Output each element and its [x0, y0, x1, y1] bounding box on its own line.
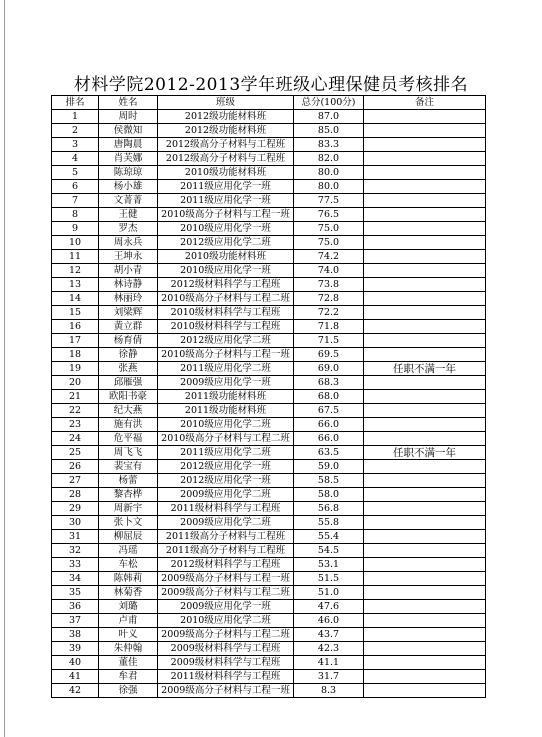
class-cell: 2010级材料科学与工程班 — [158, 306, 294, 320]
name-cell: 胡小青 — [99, 264, 158, 278]
table-row — [52, 614, 486, 628]
note-cell: 任职不满一年 — [364, 446, 486, 460]
note-cell — [364, 306, 486, 320]
score-cell: 74.0 — [294, 264, 364, 278]
rank-cell: 29 — [52, 502, 99, 516]
rank-cell: 14 — [52, 292, 99, 306]
name-cell: 黄立群 — [99, 320, 158, 334]
table-row — [52, 362, 486, 376]
rank-cell: 11 — [52, 250, 99, 264]
rank-cell: 13 — [52, 278, 99, 292]
table-row — [52, 586, 486, 600]
note-cell — [364, 390, 486, 404]
score-cell: 75.0 — [294, 236, 364, 250]
name-cell: 陈琼琼 — [99, 166, 158, 180]
name-cell: 林诗静 — [99, 278, 158, 292]
score-cell: 51.0 — [294, 586, 364, 600]
header-score: 总分(100分) — [294, 96, 364, 110]
class-cell: 2012级应用化学二班 — [158, 334, 294, 348]
score-cell: 69.0 — [294, 362, 364, 376]
table-row — [52, 194, 486, 208]
header-row — [52, 96, 486, 110]
name-cell: 陈韩莉 — [99, 572, 158, 586]
class-cell: 2012级材料科学与工程班 — [158, 278, 294, 292]
table-row — [52, 236, 486, 250]
table-row — [52, 152, 486, 166]
score-cell: 87.0 — [294, 110, 364, 124]
class-cell: 2010级材料科学与工程班 — [158, 320, 294, 334]
note-cell — [364, 432, 486, 446]
table-row — [52, 334, 486, 348]
rank-cell: 18 — [52, 348, 99, 362]
name-cell: 肖芙娜 — [99, 152, 158, 166]
name-cell: 杨蕾 — [99, 474, 158, 488]
note-cell — [364, 250, 486, 264]
note-cell — [364, 208, 486, 222]
note-cell — [364, 418, 486, 432]
name-cell: 柳屈辰 — [99, 530, 158, 544]
note-cell — [364, 376, 486, 390]
class-cell: 2010级应用化学二班 — [158, 418, 294, 432]
table-row — [52, 460, 486, 474]
class-cell: 2011级高分子材料与工程班 — [158, 530, 294, 544]
note-cell — [364, 138, 486, 152]
rank-cell: 42 — [52, 684, 99, 698]
rank-cell: 31 — [52, 530, 99, 544]
table-row — [52, 264, 486, 278]
class-cell: 2010级高分子材料与工程一班 — [158, 348, 294, 362]
class-cell: 2011级材料科学与工程班 — [158, 670, 294, 684]
sheet-left-border — [4, 0, 5, 737]
table-row — [52, 432, 486, 446]
score-cell: 73.8 — [294, 278, 364, 292]
name-cell: 杨小雄 — [99, 180, 158, 194]
name-cell: 周永兵 — [99, 236, 158, 250]
name-cell: 徐静 — [99, 348, 158, 362]
class-cell: 2012级高分子材料与工程班 — [158, 152, 294, 166]
table-row — [52, 390, 486, 404]
rank-cell: 39 — [52, 642, 99, 656]
rank-cell: 12 — [52, 264, 99, 278]
score-cell: 72.8 — [294, 292, 364, 306]
header-class: 班级 — [158, 96, 294, 110]
name-cell: 裴宝有 — [99, 460, 158, 474]
note-cell — [364, 544, 486, 558]
rank-cell: 30 — [52, 516, 99, 530]
score-cell: 47.6 — [294, 600, 364, 614]
name-cell: 刘璐 — [99, 600, 158, 614]
table-row — [52, 474, 486, 488]
note-cell — [364, 656, 486, 670]
name-cell: 杨育倩 — [99, 334, 158, 348]
note-cell — [364, 278, 486, 292]
note-cell — [364, 502, 486, 516]
rank-cell: 4 — [52, 152, 99, 166]
table-row — [52, 250, 486, 264]
score-cell: 58.5 — [294, 474, 364, 488]
name-cell: 王健 — [99, 208, 158, 222]
score-cell: 53.1 — [294, 558, 364, 572]
rank-cell: 20 — [52, 376, 99, 390]
class-cell: 2010级高分子材料与工程二班 — [158, 432, 294, 446]
name-cell: 王坤永 — [99, 250, 158, 264]
rank-cell: 1 — [52, 110, 99, 124]
class-cell: 2012级材料科学与工程班 — [158, 558, 294, 572]
score-cell: 75.0 — [294, 222, 364, 236]
table-row — [52, 208, 486, 222]
table-row — [52, 446, 486, 460]
class-cell: 2011级高分子材料与工程班 — [158, 544, 294, 558]
score-cell: 55.4 — [294, 530, 364, 544]
ranking-table — [51, 95, 486, 698]
name-cell: 牟君 — [99, 670, 158, 684]
name-cell: 周时 — [99, 110, 158, 124]
score-cell: 80.0 — [294, 180, 364, 194]
name-cell: 刘梁辉 — [99, 306, 158, 320]
note-cell — [364, 166, 486, 180]
rank-cell: 2 — [52, 124, 99, 138]
name-cell: 唐陶晨 — [99, 138, 158, 152]
table-row — [52, 320, 486, 334]
table-row — [52, 348, 486, 362]
name-cell: 车松 — [99, 558, 158, 572]
class-cell: 2010级高分子材料与工程一班 — [158, 208, 294, 222]
rank-cell: 15 — [52, 306, 99, 320]
score-cell: 31.7 — [294, 670, 364, 684]
table-row — [52, 670, 486, 684]
name-cell: 周新宇 — [99, 502, 158, 516]
rank-cell: 38 — [52, 628, 99, 642]
rank-cell: 25 — [52, 446, 99, 460]
class-cell: 2011级功能材料班 — [158, 390, 294, 404]
table-row — [52, 642, 486, 656]
name-cell: 冯瑶 — [99, 544, 158, 558]
table-row — [52, 222, 486, 236]
class-cell: 2009级应用化学一班 — [158, 600, 294, 614]
note-cell: 任职不满一年 — [364, 362, 486, 376]
class-cell: 2010级应用化学一班 — [158, 264, 294, 278]
header-rank: 排名 — [52, 96, 99, 110]
table-row — [52, 684, 486, 698]
table-row — [52, 110, 486, 124]
score-cell: 77.5 — [294, 194, 364, 208]
note-cell — [364, 124, 486, 138]
table-row — [52, 404, 486, 418]
rank-cell: 17 — [52, 334, 99, 348]
score-cell: 63.5 — [294, 446, 364, 460]
score-cell: 82.0 — [294, 152, 364, 166]
rank-cell: 21 — [52, 390, 99, 404]
note-cell — [364, 264, 486, 278]
note-cell — [364, 222, 486, 236]
note-cell — [364, 586, 486, 600]
note-cell — [364, 684, 486, 698]
rank-cell: 8 — [52, 208, 99, 222]
class-cell: 2012级应用化学二班 — [158, 236, 294, 250]
name-cell: 林丽玲 — [99, 292, 158, 306]
class-cell: 2011级材料科学与工程班 — [158, 502, 294, 516]
score-cell: 43.7 — [294, 628, 364, 642]
class-cell: 2009级高分子材料与工程一班 — [158, 572, 294, 586]
class-cell: 2011级应用化学一班 — [158, 180, 294, 194]
rank-cell: 27 — [52, 474, 99, 488]
table-row — [52, 502, 486, 516]
name-cell: 张卜文 — [99, 516, 158, 530]
class-cell: 2011级应用化学二班 — [158, 446, 294, 460]
name-cell: 侯微知 — [99, 124, 158, 138]
score-cell: 41.1 — [294, 656, 364, 670]
score-cell: 72.2 — [294, 306, 364, 320]
name-cell: 黎杏桦 — [99, 488, 158, 502]
rank-cell: 7 — [52, 194, 99, 208]
class-cell: 2010级功能材料班 — [158, 166, 294, 180]
note-cell — [364, 180, 486, 194]
name-cell: 罗杰 — [99, 222, 158, 236]
table-row — [52, 488, 486, 502]
table-body — [52, 110, 486, 698]
score-cell: 83.3 — [294, 138, 364, 152]
score-cell: 56.8 — [294, 502, 364, 516]
rank-cell: 32 — [52, 544, 99, 558]
table-row — [52, 306, 486, 320]
name-cell: 邱雁强 — [99, 376, 158, 390]
note-cell — [364, 488, 486, 502]
name-cell: 朱仲翰 — [99, 642, 158, 656]
table-row — [52, 124, 486, 138]
note-cell — [364, 600, 486, 614]
table-row — [52, 418, 486, 432]
name-cell: 叶义 — [99, 628, 158, 642]
class-cell: 2012级高分子材料与工程班 — [158, 138, 294, 152]
class-cell: 2012级应用化学一班 — [158, 460, 294, 474]
score-cell: 85.0 — [294, 124, 364, 138]
rank-cell: 5 — [52, 166, 99, 180]
rank-cell: 40 — [52, 656, 99, 670]
class-cell: 2010级高分子材料与工程二班 — [158, 292, 294, 306]
table-row — [52, 572, 486, 586]
score-cell: 69.5 — [294, 348, 364, 362]
name-cell: 周飞飞 — [99, 446, 158, 460]
class-cell: 2010级应用化学二班 — [158, 614, 294, 628]
score-cell: 74.2 — [294, 250, 364, 264]
rank-cell: 22 — [52, 404, 99, 418]
table-row — [52, 530, 486, 544]
rank-cell: 36 — [52, 600, 99, 614]
note-cell — [364, 152, 486, 166]
rank-cell: 23 — [52, 418, 99, 432]
header-name: 姓名 — [99, 96, 158, 110]
score-cell: 8.3 — [294, 684, 364, 698]
class-cell: 2009级应用化学二班 — [158, 488, 294, 502]
table-row — [52, 138, 486, 152]
score-cell: 66.0 — [294, 432, 364, 446]
class-cell: 2009级高分子材料与工程二班 — [158, 586, 294, 600]
class-cell: 2009级应用化学一班 — [158, 376, 294, 390]
note-cell — [364, 194, 486, 208]
table-row — [52, 166, 486, 180]
rank-cell: 37 — [52, 614, 99, 628]
name-cell: 欧阳书豪 — [99, 390, 158, 404]
rank-cell: 19 — [52, 362, 99, 376]
score-cell: 67.5 — [294, 404, 364, 418]
rank-cell: 34 — [52, 572, 99, 586]
class-cell: 2012级应用化学一班 — [158, 474, 294, 488]
note-cell — [364, 236, 486, 250]
name-cell: 施有洪 — [99, 418, 158, 432]
table-row — [52, 628, 486, 642]
note-cell — [364, 516, 486, 530]
name-cell: 徐强 — [99, 684, 158, 698]
score-cell: 42.3 — [294, 642, 364, 656]
table-row — [52, 558, 486, 572]
rank-cell: 6 — [52, 180, 99, 194]
note-cell — [364, 474, 486, 488]
class-cell: 2009级材料科学与工程班 — [158, 642, 294, 656]
score-cell: 55.8 — [294, 516, 364, 530]
rank-cell: 16 — [52, 320, 99, 334]
name-cell: 董佳 — [99, 656, 158, 670]
rank-cell: 3 — [52, 138, 99, 152]
table-row — [52, 376, 486, 390]
note-cell — [364, 110, 486, 124]
score-cell: 71.8 — [294, 320, 364, 334]
note-cell — [364, 572, 486, 586]
name-cell: 卢甫 — [99, 614, 158, 628]
name-cell: 纪大燕 — [99, 404, 158, 418]
class-cell: 2010级功能材料班 — [158, 250, 294, 264]
score-cell: 68.0 — [294, 390, 364, 404]
score-cell: 71.5 — [294, 334, 364, 348]
rank-cell: 9 — [52, 222, 99, 236]
rank-cell: 28 — [52, 488, 99, 502]
name-cell: 文菁菁 — [99, 194, 158, 208]
name-cell: 林菊香 — [99, 586, 158, 600]
rank-cell: 24 — [52, 432, 99, 446]
table-row — [52, 656, 486, 670]
note-cell — [364, 404, 486, 418]
class-cell: 2009级应用化学二班 — [158, 516, 294, 530]
page-title: 材料学院2012-2013学年班级心理保健员考核排名 — [73, 75, 469, 95]
score-cell: 59.0 — [294, 460, 364, 474]
score-cell: 66.0 — [294, 418, 364, 432]
class-cell: 2011级功能材料班 — [158, 404, 294, 418]
rank-cell: 10 — [52, 236, 99, 250]
note-cell — [364, 292, 486, 306]
note-cell — [364, 670, 486, 684]
score-cell: 51.5 — [294, 572, 364, 586]
table-row — [52, 544, 486, 558]
note-cell — [364, 558, 486, 572]
rank-cell: 33 — [52, 558, 99, 572]
note-cell — [364, 614, 486, 628]
score-cell: 68.3 — [294, 376, 364, 390]
table-row — [52, 180, 486, 194]
rank-cell: 41 — [52, 670, 99, 684]
score-cell: 80.0 — [294, 166, 364, 180]
class-cell: 2009级高分子材料与工程二班 — [158, 628, 294, 642]
score-cell: 76.5 — [294, 208, 364, 222]
note-cell — [364, 642, 486, 656]
score-cell: 54.5 — [294, 544, 364, 558]
class-cell: 2012级功能材料班 — [158, 110, 294, 124]
note-cell — [364, 348, 486, 362]
rank-cell: 26 — [52, 460, 99, 474]
note-cell — [364, 334, 486, 348]
note-cell — [364, 320, 486, 334]
note-cell — [364, 628, 486, 642]
table-row — [52, 292, 486, 306]
table-row — [52, 278, 486, 292]
class-cell: 2009级材料科学与工程班 — [158, 656, 294, 670]
name-cell: 张燕 — [99, 362, 158, 376]
note-cell — [364, 460, 486, 474]
score-cell: 58.0 — [294, 488, 364, 502]
note-cell — [364, 530, 486, 544]
class-cell: 2012级功能材料班 — [158, 124, 294, 138]
name-cell: 危平福 — [99, 432, 158, 446]
table-row — [52, 516, 486, 530]
header-note: 备注 — [364, 96, 486, 110]
table-row — [52, 600, 486, 614]
class-cell: 2010级应用化学一班 — [158, 222, 294, 236]
rank-cell: 35 — [52, 586, 99, 600]
class-cell: 2009级高分子材料与工程一班 — [158, 684, 294, 698]
class-cell: 2011级应用化学一班 — [158, 194, 294, 208]
score-cell: 46.0 — [294, 614, 364, 628]
class-cell: 2011级应用化学二班 — [158, 362, 294, 376]
